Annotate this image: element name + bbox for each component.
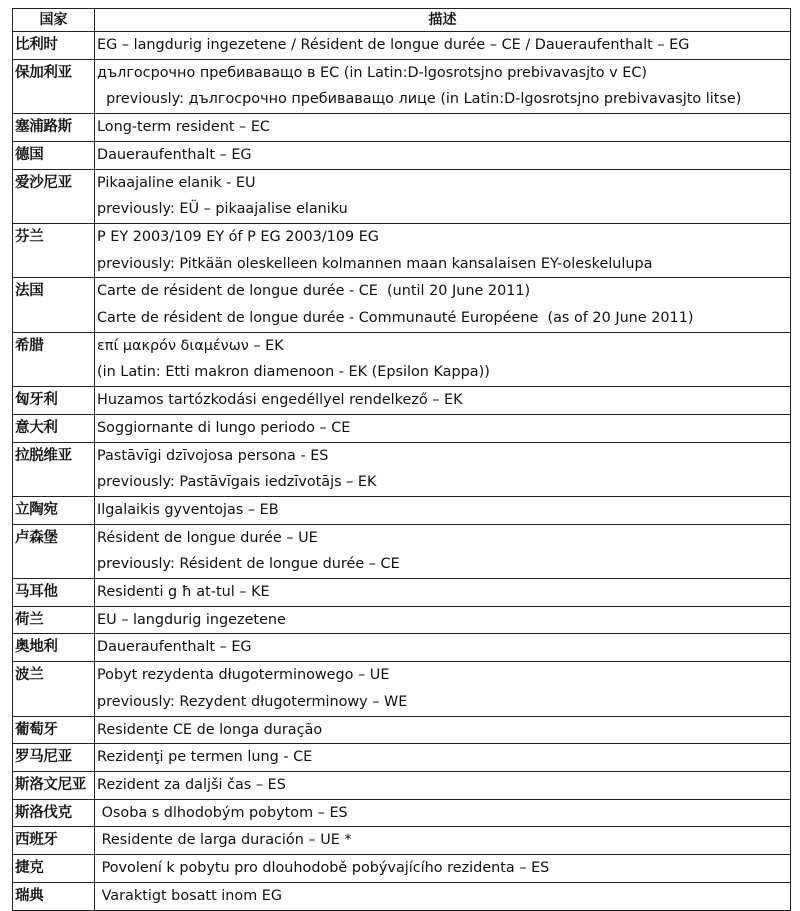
description-line: дългосрочно пребиваващо в ЕС (in Latin:D-lgosrotsjno prebivavasjto v EC) bbox=[97, 64, 648, 81]
description-cell bbox=[95, 634, 791, 662]
description-line: Varaktigt bosatt inom EG bbox=[97, 887, 283, 904]
table-row bbox=[13, 32, 791, 60]
description-cell bbox=[95, 744, 791, 772]
table-row bbox=[13, 799, 791, 827]
description-line: Carte de résident de longue durée - CE (until 20 June 2011) bbox=[97, 283, 531, 300]
description-line: Soggiornante di lungo periodo – CE bbox=[97, 419, 351, 436]
country-cell: 马耳他 bbox=[13, 579, 95, 607]
description-cell bbox=[95, 606, 791, 634]
description-line: previously: Pastāvīgais iedzīvotājs – EK bbox=[97, 474, 377, 491]
description-cell bbox=[95, 223, 791, 277]
table-row bbox=[13, 223, 791, 277]
description-line: Pikaajaline elanik - EU bbox=[97, 174, 256, 191]
table-row bbox=[13, 716, 791, 744]
description-line: P EY 2003/109 EY óf P EG 2003/109 EG bbox=[97, 228, 379, 245]
table-row bbox=[13, 855, 791, 883]
table-row bbox=[13, 524, 791, 578]
country-cell: 拉脱维亚 bbox=[13, 442, 95, 496]
country-cell: 匈牙利 bbox=[13, 387, 95, 415]
country-cell: 葡萄牙 bbox=[13, 716, 95, 744]
country-cell: 卢森堡 bbox=[13, 524, 95, 578]
country-cell: 立陶宛 bbox=[13, 496, 95, 524]
description-cell bbox=[95, 579, 791, 607]
table-row bbox=[13, 634, 791, 662]
description-line: (in Latin: Etti makron diamenoon - EK (Epsilon Kappa)) bbox=[97, 364, 490, 381]
description-line: Residenti g ħ at-tul – KE bbox=[97, 584, 270, 601]
description-line: επί μακρόν διαμένων – EK bbox=[97, 337, 284, 354]
description-line: Daueraufenthalt – EG bbox=[97, 639, 252, 656]
description-cell bbox=[95, 59, 791, 113]
description-cell bbox=[95, 141, 791, 169]
description-line: previously: дългосрочно пребиваващо лице (in Latin:D-lgosrotsjno prebivavasjto litse) bbox=[97, 91, 742, 108]
description-cell bbox=[95, 662, 791, 716]
table-row bbox=[13, 278, 791, 332]
table-row bbox=[13, 59, 791, 113]
description-cell bbox=[95, 278, 791, 332]
country-cell: 瑞典 bbox=[13, 882, 95, 910]
description-cell bbox=[95, 442, 791, 496]
header-country: 国家 bbox=[13, 9, 95, 32]
table-row bbox=[13, 882, 791, 910]
description-cell bbox=[95, 882, 791, 910]
country-cell: 波兰 bbox=[13, 662, 95, 716]
table-body bbox=[13, 32, 791, 911]
description-line: previously: EÜ – pikaajalise elaniku bbox=[97, 201, 348, 218]
table-row bbox=[13, 771, 791, 799]
table-row bbox=[13, 114, 791, 142]
table-row bbox=[13, 141, 791, 169]
country-cell: 捷克 bbox=[13, 855, 95, 883]
table-row bbox=[13, 169, 791, 223]
table-row bbox=[13, 606, 791, 634]
header-description: 描述 bbox=[95, 9, 791, 32]
description-line: Ilgalaikis gyventojas – EB bbox=[97, 501, 279, 518]
country-cell: 德国 bbox=[13, 141, 95, 169]
table-row bbox=[13, 332, 791, 386]
description-cell bbox=[95, 496, 791, 524]
country-cell: 荷兰 bbox=[13, 606, 95, 634]
description-cell bbox=[95, 114, 791, 142]
description-cell bbox=[95, 771, 791, 799]
country-cell: 罗马尼亚 bbox=[13, 744, 95, 772]
description-line: previously: Pitkään oleskelleen kolmannen maan kansalaisen EY-oleskelulupa bbox=[97, 255, 653, 272]
description-line: Pastāvīgi dzīvojosa persona - ES bbox=[97, 447, 329, 464]
table-header-row bbox=[13, 9, 791, 32]
description-cell bbox=[95, 32, 791, 60]
country-cell: 斯洛伐克 bbox=[13, 799, 95, 827]
description-line: Pobyt rezydenta długoterminowego – UE bbox=[97, 667, 390, 684]
description-cell bbox=[95, 414, 791, 442]
description-line: previously: Rezydent długoterminowy – WE bbox=[97, 693, 408, 710]
description-line: Rezidenţi pe termen lung - CE bbox=[97, 749, 313, 766]
description-line: Residente CE de longa duração bbox=[97, 721, 323, 738]
description-line: Résident de longue durée – UE bbox=[97, 529, 318, 546]
description-cell bbox=[95, 827, 791, 855]
country-cell: 爱沙尼亚 bbox=[13, 169, 95, 223]
table-row bbox=[13, 827, 791, 855]
description-line: Huzamos tartózkodási engedéllyel rendelkező – EK bbox=[97, 392, 463, 409]
description-line: previously: Résident de longue durée – CE bbox=[97, 556, 400, 573]
table-row bbox=[13, 387, 791, 415]
country-cell: 希腊 bbox=[13, 332, 95, 386]
table-row bbox=[13, 744, 791, 772]
description-cell bbox=[95, 169, 791, 223]
country-cell: 塞浦路斯 bbox=[13, 114, 95, 142]
table-row bbox=[13, 414, 791, 442]
table-row bbox=[13, 579, 791, 607]
description-cell bbox=[95, 855, 791, 883]
country-cell: 保加利亚 bbox=[13, 59, 95, 113]
description-cell bbox=[95, 387, 791, 415]
country-cell: 法国 bbox=[13, 278, 95, 332]
description-line: Daueraufenthalt – EG bbox=[97, 146, 252, 163]
country-cell: 意大利 bbox=[13, 414, 95, 442]
table-row bbox=[13, 496, 791, 524]
country-cell: 西班牙 bbox=[13, 827, 95, 855]
description-cell bbox=[95, 524, 791, 578]
country-cell: 奥地利 bbox=[13, 634, 95, 662]
description-cell bbox=[95, 799, 791, 827]
description-line: Carte de résident de longue durée - Communauté Européene (as of 20 June 2011) bbox=[97, 310, 694, 327]
description-line: EG – langdurig ingezetene / Résident de longue durée – CE / Daueraufenthalt – EG bbox=[97, 37, 690, 53]
table-row bbox=[13, 662, 791, 716]
description-line: Residente de larga duración – UE * bbox=[97, 832, 352, 849]
description-cell bbox=[95, 332, 791, 386]
country-cell: 比利时 bbox=[13, 32, 95, 60]
country-cell: 芬兰 bbox=[13, 223, 95, 277]
description-line: Rezident za daljši čas – ES bbox=[97, 776, 286, 793]
description-line: EU – langdurig ingezetene bbox=[97, 611, 286, 628]
description-cell bbox=[95, 716, 791, 744]
description-line: Osoba s dlhodobým pobytom – ES bbox=[97, 804, 348, 821]
residence-permit-table bbox=[12, 8, 791, 911]
description-line: Povolení k pobytu pro dlouhodobě pobývajícího rezidenta – ES bbox=[97, 860, 550, 877]
country-cell: 斯洛文尼亚 bbox=[13, 771, 95, 799]
description-line: Long-term resident – EC bbox=[97, 119, 270, 136]
table-row bbox=[13, 442, 791, 496]
